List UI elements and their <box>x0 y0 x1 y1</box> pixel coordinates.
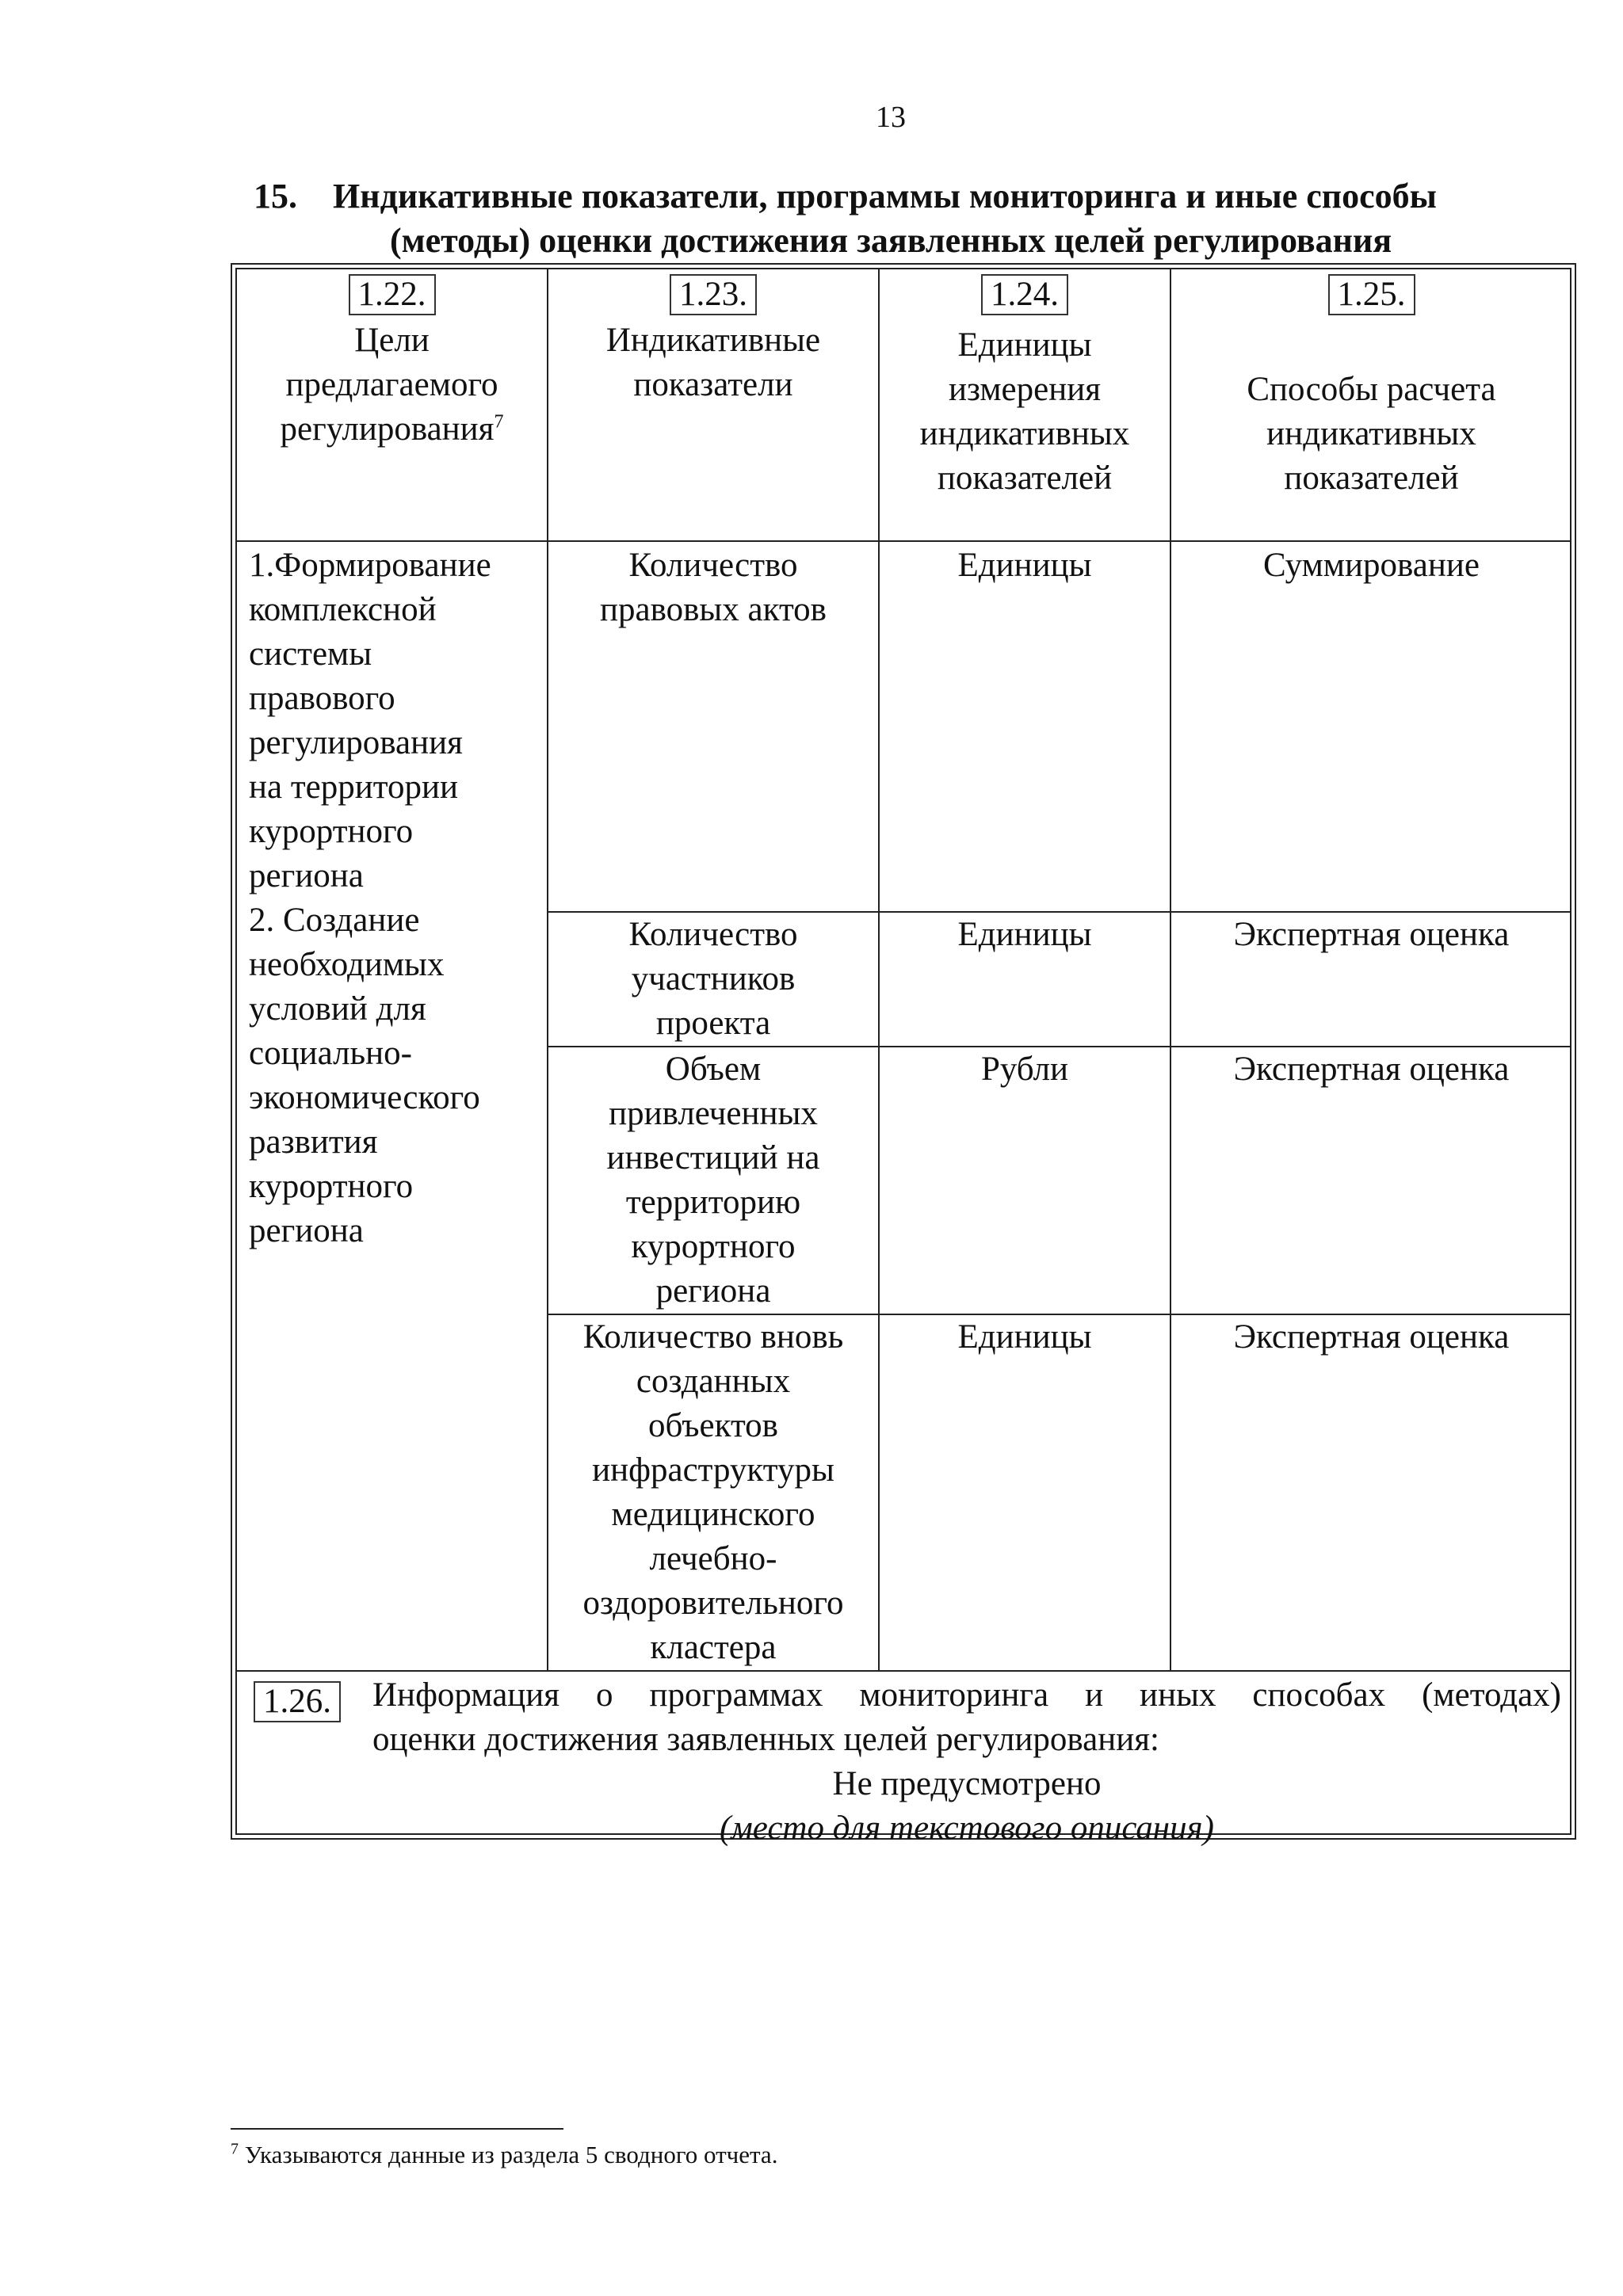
indicator-line: Количество вновь <box>582 1318 844 1356</box>
header-units-line-3: индикативных <box>919 415 1130 452</box>
header-indicators-line-2: показатели <box>633 366 793 403</box>
indicator-line: участников <box>631 960 796 997</box>
row-2-method: Экспертная оценка <box>1233 916 1510 953</box>
section-number: 15. <box>254 177 297 215</box>
monitoring-info-line-2: оценки достижения заявленных целей регулирования: <box>372 1721 1159 1758</box>
indicator-line: региона <box>655 1272 771 1310</box>
footnote-reference: 7 <box>494 411 504 433</box>
indicator-line: привлеченных <box>609 1095 818 1132</box>
indicator-line: созданных <box>636 1363 791 1400</box>
header-bottom-border <box>235 540 1571 542</box>
main-grid-bottom-border <box>235 1670 1571 1672</box>
goals-line: регулирования <box>249 724 463 761</box>
header-goals-line-2: предлагаемого <box>285 366 498 403</box>
goals-cell <box>249 543 547 1253</box>
goals-line: развития <box>249 1123 378 1161</box>
monitoring-hint: (место для текстового описания) <box>720 1810 1214 1847</box>
footnote-mark: 7 <box>231 2140 239 2158</box>
goals-line: комплексной <box>249 591 437 628</box>
monitoring-info-row <box>246 1673 1561 1847</box>
header-goals <box>237 273 547 452</box>
header-units <box>880 273 1170 501</box>
goals-line: условий для <box>249 990 426 1028</box>
indicator-line: Количество <box>628 547 798 584</box>
header-indicators-line-1: Индикативные <box>605 322 821 359</box>
indicator-line: лечебно- <box>649 1540 777 1577</box>
indicator-line: кластера <box>650 1629 777 1666</box>
indicator-line: территорию <box>625 1184 801 1221</box>
header-methods-line-1: Способы расчета <box>1247 371 1496 408</box>
header-units-line-2: измерения <box>948 371 1102 408</box>
goals-line: региона <box>249 857 364 894</box>
row-1-indicator <box>548 543 878 632</box>
indicator-line: медицинского <box>611 1496 815 1533</box>
row-4-method: Экспертная оценка <box>1233 1318 1510 1356</box>
page-number: 13 <box>876 101 906 134</box>
goals-line: социально- <box>249 1035 412 1072</box>
code-box-1-26: 1.26. <box>254 1681 341 1722</box>
section-title-line-1: Индикативные показатели, программы мониторинга и иные способы <box>333 177 1438 215</box>
code-box-1-23: 1.23. <box>670 274 757 315</box>
footnote <box>231 2139 777 2171</box>
monitoring-value: Не предусмотрено <box>832 1765 1102 1802</box>
section-title-line-2: (методы) оценки достижения заявленных целей регулирования <box>390 221 1392 260</box>
indicator-line: Количество <box>628 916 798 953</box>
header-goals-line-3: регулирования <box>280 410 495 448</box>
indicator-line: инвестиций на <box>606 1139 820 1177</box>
indicator-line: инфраструктуры <box>592 1451 834 1489</box>
row-4-unit: Единицы <box>957 1318 1092 1356</box>
row-2-unit: Единицы <box>957 916 1092 953</box>
header-goals-line-1: Цели <box>354 322 430 359</box>
code-box-1-25: 1.25. <box>1328 274 1415 315</box>
indicator-line: оздоровительного <box>582 1585 844 1622</box>
goals-line: правового <box>249 680 395 717</box>
header-units-line-1: Единицы <box>957 326 1092 364</box>
goals-line: 1.Формирование <box>249 547 491 584</box>
code-box-1-22: 1.22. <box>349 274 436 315</box>
section-heading <box>254 174 1569 263</box>
indicator-line: Объем <box>665 1051 762 1088</box>
row-3-indicator <box>548 1047 878 1314</box>
indicator-line: объектов <box>648 1407 778 1444</box>
row-3-unit: Рубли <box>980 1051 1069 1088</box>
row-4-indicator <box>548 1315 878 1670</box>
goals-line: системы <box>249 635 372 673</box>
row-2-indicator <box>548 913 878 1046</box>
indicator-line: правовых актов <box>600 591 827 628</box>
header-methods <box>1171 273 1571 501</box>
monitoring-info-line-1: Информация о программах мониторинга и иных способах (методах) <box>372 1676 1561 1714</box>
goals-line: курортного <box>249 813 414 850</box>
header-units-line-4: показателей <box>937 460 1113 497</box>
goals-line: 2. Создание <box>249 902 420 939</box>
code-box-1-24: 1.24. <box>981 274 1068 315</box>
goals-line: необходимых <box>249 946 445 983</box>
row-1-method: Суммирование <box>1263 547 1480 584</box>
goals-line: на территории <box>249 769 458 806</box>
goals-line: региона <box>249 1212 364 1249</box>
header-methods-line-3: показателей <box>1284 460 1459 497</box>
goals-line: экономического <box>249 1079 480 1116</box>
footnote-separator <box>231 2128 563 2130</box>
row-3-method: Экспертная оценка <box>1233 1051 1510 1088</box>
goals-line: курортного <box>249 1168 414 1205</box>
indicator-line: курортного <box>631 1228 796 1265</box>
row-1-unit: Единицы <box>957 547 1092 584</box>
indicator-line: проекта <box>655 1005 771 1042</box>
footnote-text: Указываются данные из раздела 5 сводного отчета. <box>244 2141 778 2168</box>
monitoring-info-text <box>372 1673 1561 1762</box>
header-indicators <box>548 273 878 407</box>
header-methods-line-2: индикативных <box>1266 415 1476 452</box>
